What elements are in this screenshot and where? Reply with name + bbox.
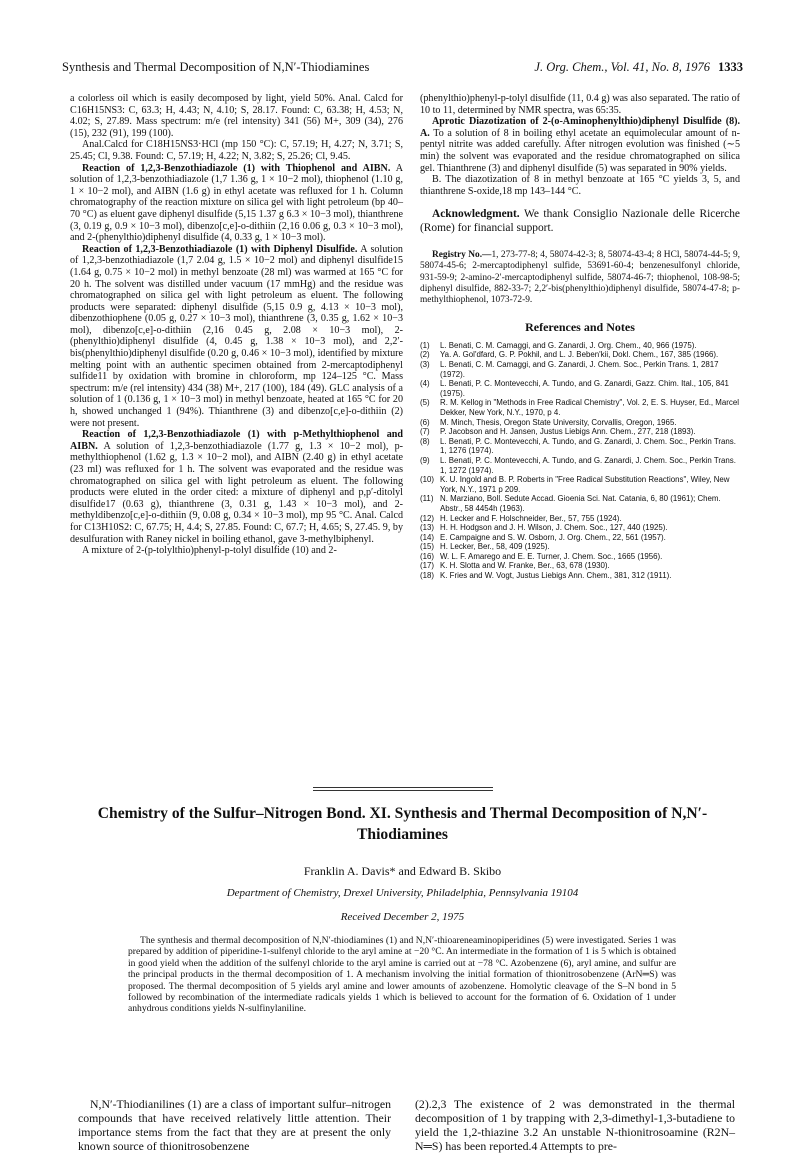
reference-number: (11): [420, 494, 434, 504]
reference-text: W. L. F. Amarego and E. E. Turner, J. Chem. Soc., 1665 (1956).: [440, 551, 663, 561]
reference-number: (3): [420, 360, 430, 369]
article-affiliation: Department of Chemistry, Drexel University, Philadelphia, Pennsylvania 19104: [226, 887, 579, 899]
reference-item: [420, 552, 740, 562]
acknowledgment-text: We thank Consiglio Nazionale delle Ricerche (Rome) for financial support.: [420, 208, 740, 234]
reference-number: (13): [420, 523, 435, 533]
divider-rule: [313, 787, 493, 788]
reference-item: [420, 571, 740, 581]
reference-number: (12): [420, 513, 435, 523]
reference-text: N. Marziano, Boll. Sedute Accad. Gioenia Sci. Nat. Catania, 6, 80 (1961); Chem. Abstr., 58 4454h (1963).: [440, 494, 721, 513]
reference-item: [420, 494, 740, 513]
section-run-head: Aprotic Diazotization of 2-(o-Aminophenylthio)diphenyl Disulfide (8). A.: [420, 116, 740, 139]
running-head-citation: [534, 60, 743, 75]
paragraph: A mixture of 2-(p-tolylthio)phenyl-p-tolyl disulfide (10) and 2-: [82, 545, 337, 557]
reference-number: (16): [420, 551, 435, 561]
page-number: 1333: [718, 60, 743, 74]
reference-item: [420, 360, 740, 379]
references-list: [420, 341, 740, 581]
reference-text: K. Fries and W. Vogt, Justus Liebigs Ann. Chem., 381, 312 (1911).: [440, 571, 672, 581]
reference-number: (8): [420, 436, 430, 446]
reference-text: R. M. Kellog in "Methods in Free Radical Chemistry", Vol. 2, E. S. Huyser, Ed., Marcel Dekker, New York, N.Y., 1970, p 4.: [440, 398, 739, 417]
reference-number: (1): [420, 340, 430, 350]
reference-text: H. H. Hodgson and J. H. Wilson, J. Chem. Soc., 127, 440 (1925).: [440, 523, 668, 533]
running-head: [62, 60, 743, 76]
reference-text: L. Benati, P. C. Montevecchi, A. Tundo, and G. Zanardi, J. Chem. Soc., Perkin Trans. 1, 1276 (1974).: [440, 436, 736, 456]
reference-text: H. Lecker, Ber., 58, 409 (1925).: [440, 542, 550, 552]
reference-item: [420, 514, 740, 524]
intro-paragraph-right: (2).2,3 The existence of 2 was demonstrated in the thermal decomposition of 1 by trapping with 2,3-dimethyl-1,3-butadiene to yield the 1,2-thiazine 3.2 An unstable N-thionitrosoamine (R2N–N═S) has been reported.4 Attempts to pre-: [415, 1097, 735, 1153]
paragraph: Anal.Calcd for C18H15NS3·HCl (mp 150 °C): C, 57.19; H, 4.27; N, 3.71; S, 25.45; Cl, 9.38. Found: C, 57.19; H, 4.22; N, 3.82; S, 25.26; Cl, 9.45.: [70, 139, 403, 162]
reference-text: L. Benati, C. M. Camaggi, and G. Zanardi, J. Org. Chem., 40, 966 (1975).: [440, 340, 697, 350]
reference-item: [420, 427, 740, 437]
reference-item: [420, 542, 740, 552]
reference-number: (7): [420, 427, 430, 437]
reference-text: L. Benati, P. C. Montevecchi, A. Tundo, and G. Zanardi, J. Chem. Soc., Perkin Trans. 1, 1272 (1974).: [440, 455, 736, 475]
acknowledgment-label: Acknowledgment.: [432, 208, 520, 221]
journal-citation: J. Org. Chem., Vol. 41, No. 8, 1976: [534, 60, 710, 74]
article-title: Chemistry of the Sulfur–Nitrogen Bond. XI. Synthesis and Thermal Decomposition of N,N′-Thiodiamines: [97, 805, 708, 843]
reference-item: [420, 341, 740, 351]
paragraph: Reaction of 1,2,3-Benzothiadiazole (1) with p-Methylthiophenol and AIBN. A solution of 1,2,3-benzothiadiazole (1.77 g, 1.3 × 10−2 mol), p-methylthiophenol (1.62 g, 1.3 × 10−2 mol), and AIBN (2.40 g) in ethyl acetate (23 ml) was refluxed for 1 h. The solvent was evaporated and the residue was chromatographed on silica gel with light petroleum as eluent. The following products were eluted in the order cited: a mixture of diphenyl and p,p′-ditolyl disulfide17 (0.63 g), thianthrene (3, 0.31 g, 1.43 × 10−3 mol), and 2-methyldibenzo[c,e]-o-dithiin (9, 0.08 g, 0.34 × 10−3 mol), mp 95 °C. Anal. Calcd for C13H10S2: C, 67.75; H, 4.4; S, 27.85. Found: C, 67.7; H, 4.65; S, 27.45. 9, by desulfuration with Raney nickel in boiling ethanol, gave 3-methylbiphenyl.: [70, 429, 403, 545]
paragraph: Reaction of 1,2,3-Benzothiadiazole (1) with Diphenyl Disulfide. A solution of 1,2,3-benzothiadiazole (1,7 2.04 g, 1.5 × 10−2 mol) and diphenyl disulfide15 (1.64 g, 0.75 × 10−2 mol) in methyl benzoate (28 ml) was warmed at 165 °C for 20 h. The solvent was distilled under vacuum (17 mmHg) and the residue was chromatographed on silica gel with light petroleum as eluent. The following products were separated: diphenyl disulfide (5,15 0.9 g, 4.13 × 10−3 mol), dibenzothiophene (0.05 g, 0.27 × 10−3 mol), thianthrene (3, 0.35 g, 1.62 × 10−3 mol), dibenzo[c,e]-o-dithiin (2,16 0.45 g, 2.08 × 10−3 mol), 2-(phenylthio)diphenyl disulfide (4, 0.45 g, 1.38 × 10−3 mol), and 2,2′-bis(phenylthio)diphenyl disulfide (0.20 g, 0.46 × 10−3 mol), identified by mixture melting point with an authentic specimen obtained from 2-mercaptodiphenyl sulfide11 by oxidation with bromine in chloroform, mp 124–125 °C. Mass spectrum: m/e (rel intensity) 434 (38) M+, 217 (100), 184 (49). GLC analysis of a solution of 1 (0.136 g, 1 × 10−3 mol) in methyl benzoate, heated at 165 °C for 20 h, showed unchanged 1 (94%). Thianthrene (3) and dibenzo[c,e]-o-dithiin (2) were not present.: [70, 243, 403, 429]
reference-item: [420, 379, 740, 398]
section-run-head: Reaction of 1,2,3-Benzothiadiazole (1) with Diphenyl Disulfide.: [82, 243, 358, 255]
article-authors: Franklin A. Davis* and Edward B. Skibo: [303, 864, 502, 878]
reference-text: H. Lecker and F. Holschneider, Ber., 57, 755 (1924).: [440, 513, 622, 523]
received-date: Received December 2, 1975: [340, 911, 465, 923]
reference-text: L. Benati, C. M. Camaggi, and G. Zanardi, J. Chem. Soc., Perkin Trans. 1, 2817 (1972).: [440, 360, 719, 379]
reference-number: (15): [420, 542, 435, 552]
reference-number: (10): [420, 475, 435, 485]
reference-item: [420, 437, 740, 456]
reference-number: (4): [420, 379, 430, 389]
divider-rule: [313, 790, 493, 791]
reference-number: (5): [420, 398, 430, 408]
registry-numbers: [420, 250, 740, 305]
registry-label: Registry No.—: [432, 250, 492, 261]
reference-item: [420, 475, 740, 494]
paragraph: (phenylthio)phenyl-p-tolyl disulfide (11, 0.4 g) was also separated. The ratio of 10 to 11, determined by NMR spectra, was 65:35.: [420, 93, 740, 116]
reference-number: (18): [420, 571, 435, 581]
paragraph: Reaction of 1,2,3-Benzothiadiazole (1) with Thiophenol and AIBN. A solution of 1,2,3-benzothiadiazole (1,7 1.36 g, 1 × 10−2 mol), thiophenol (1.10 g, 1 × 10−2 mol), and AIBN (1.6 g) in ethyl acetate was refluxed for 1 h. Column chromatography of the reaction mixture on silica gel with light petroleum (bp 40–70 °C) as eluent gave diphenyl disulfide (5,15 1.37 g 6.3 × 10−3 mol), thianthrene (3, 0.19 g, 0.9 × 10−3 mol), dibenzo[c,e]-o-dithiin (2,16 0.06 g, 0.3 × 10−3 mol), and 2-(phenylthio)diphenyl disulfide (4, 0.33 g, 1 × 10−3 mol).: [70, 162, 403, 244]
references-title: References and Notes: [525, 319, 635, 334]
right-column: [420, 93, 740, 581]
acknowledgment: [420, 208, 740, 235]
registry-text: 1, 273-77-8; 4, 58074-42-3; 8, 58074-43-4; 8 HCl, 58074-44-5; 9, 58074-45-6; 2-mercaptodiphenyl sulfide, 53691-60-4; benzenesulfonyl chloride, 931-59-9; 2-amino-2′-mercaptodiphenyl sulfide, 58074-46-7; thiophenol, 108-98-5; diphenyl disulfide, 882-33-7; 2,2′-bis(phenylthio)diphenyl disulfide, 58074-47-8; p-methylthiophenol, 1073-72-9.: [420, 250, 740, 305]
reference-item: [420, 533, 740, 543]
reference-text: L. Benati, P. C. Montevecchi, A. Tundo, and G. Zanardi, Gazz. Chim. Ital., 105, 841 (1975).: [440, 379, 729, 398]
reference-item: [420, 350, 740, 360]
reference-number: (6): [420, 417, 430, 427]
reference-text: K. U. Ingold and B. P. Roberts in "Free Radical Substitution Reactions", Wiley, New York, N.Y., 1971 p 209.: [440, 475, 730, 494]
paragraph: a colorless oil which is easily decomposed by light, yield 50%. Anal. Calcd for C16H15NS3: C, 63.3; H, 4.43; N, 4.10; S, 28.17. Found: C, 63.38; H, 4.53; N, 4.02; S, 27.89. Mass spectrum: m/e (rel intensity) 341 (56) M+, 309 (34), 276 (15), 232 (91), 199 (100).: [70, 93, 403, 139]
section-run-head: Reaction of 1,2,3-Benzothiadiazole (1) with Thiophenol and AIBN.: [82, 162, 391, 174]
reference-item: [420, 418, 740, 428]
reference-number: (17): [420, 561, 435, 571]
reference-item: [420, 398, 740, 417]
reference-text: K. H. Slotta and W. Franke, Ber., 63, 678 (1930).: [440, 561, 610, 571]
left-column: [70, 93, 403, 557]
section-run-head: Reaction of 1,2,3-Benzothiadiazole (1) with p-Methylthiophenol and AIBN.: [70, 429, 403, 452]
reference-item: [420, 456, 740, 475]
reference-number: (9): [420, 455, 430, 465]
paragraph: B. The diazotization of 8 in methyl benzoate at 165 °C yields 3, 5, and thianthrene S-oxide,18 mp 143–144 °C.: [420, 174, 740, 197]
reference-number: (2): [420, 350, 430, 360]
running-head-title: Synthesis and Thermal Decomposition of N,N′-Thiodiamines: [62, 60, 370, 74]
reference-item: [420, 561, 740, 571]
reference-item: [420, 523, 740, 533]
intro-paragraph-left: N,N′-Thiodianilines (1) are a class of important sulfur–nitrogen compounds that have received relatively little attention. Their importance stems from the fact that they are at present the only known source of thionitrosobenzene: [78, 1097, 391, 1153]
reference-text: M. Minch, Thesis, Oregon State University, Corvallis, Oregon, 1965.: [440, 417, 677, 427]
abstract: The synthesis and thermal decomposition of N,N′-thiodiamines (1) and N,N′-thioareneaminopiperidines (5) were investigated. Series 1 was prepared by addition of piperidine-1-sulfenyl chloride to the aryl amine at −20 °C. An intermediate in the formation of 1 is 5 which is obtained in good yield when the addition of the sulfenyl chloride to the aryl amine is carried out at −78 °C. Azobenzene (6), aryl amine, and sulfur are the principal products in the thermal decomposition of 1. A mechanism involving the initial formation of thionitrosobenzene (ArN═S) was proposed. The thermal decomposition of 5 yields aryl amine and lower amounts of azobenzene. Homolytic cleavage of the S–N bond in 5 followed by recombination of the intermediate radicals yields 1 which is believed to account for the formation of 6. Oxidation of 1 under anhydrous conditions yields N-sulfinylaniline.: [128, 935, 676, 1015]
reference-text: P. Jacobson and H. Jansen, Justus Liebigs Ann. Chem., 277, 218 (1893).: [440, 427, 696, 437]
reference-number: (14): [420, 532, 435, 542]
paragraph: Aprotic Diazotization of 2-(o-Aminophenylthio)diphenyl Disulfide (8). A. To a solution of 8 in boiling ethyl acetate an equimolecular amount of n-pentyl nitrite was added carefully. After nitrogen evolution was finished (∼5 min) the solvent was evaporated and the residue chromatographed on silica gel. Thianthrene (3) and diphenyl disulfide (5) was separated in 90% yields.: [420, 116, 740, 174]
reference-text: Ya. A. Gol'dfard, G. P. Pokhil, and L. J. Beben'kii, Dokl. Chem., 167, 385 (1966).: [440, 350, 719, 360]
reference-text: E. Campaigne and S. W. Osborn, J. Org. Chem., 22, 561 (1957).: [440, 532, 666, 542]
